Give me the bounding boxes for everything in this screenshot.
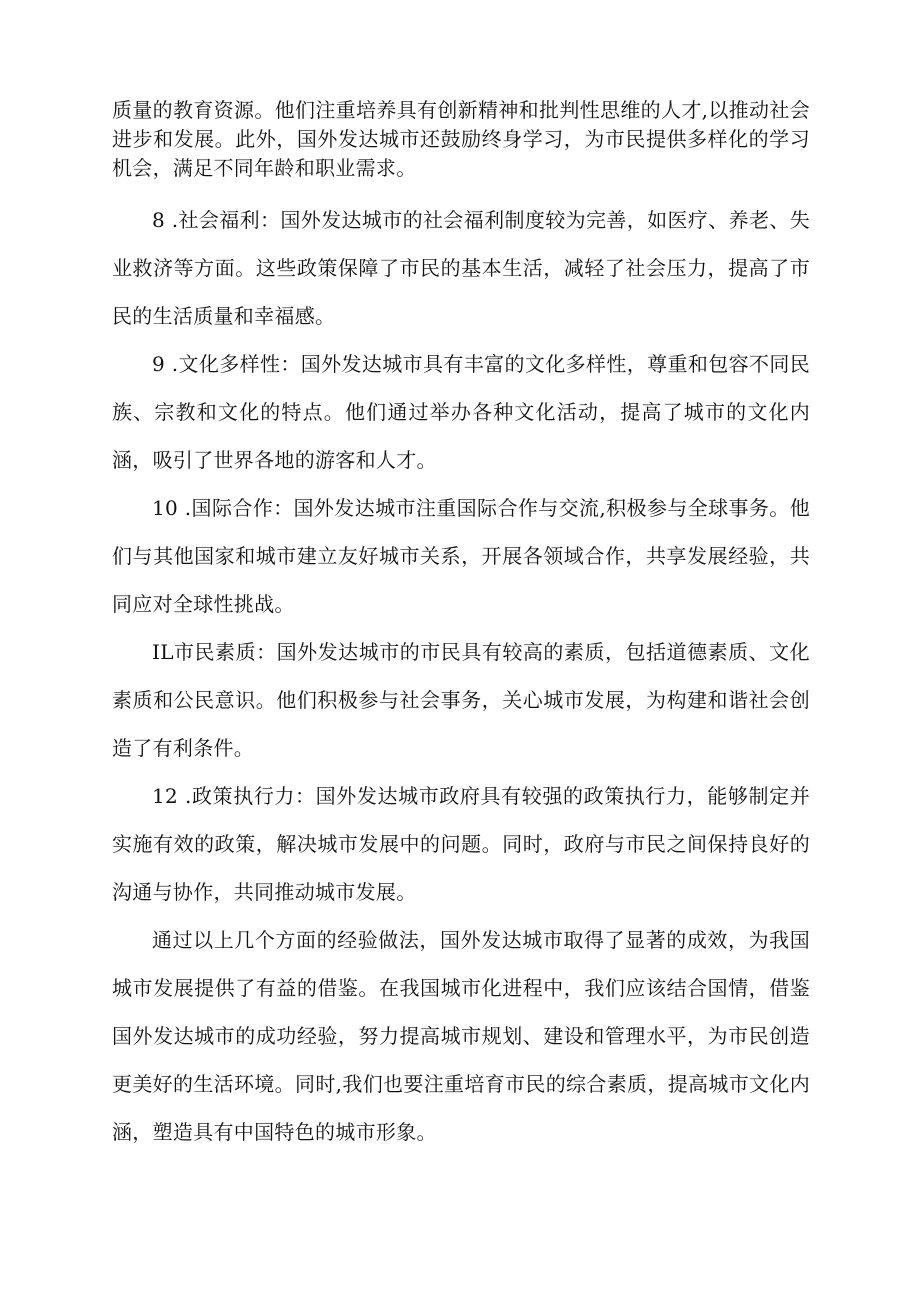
paragraph-social-welfare: 8 .社会福利：国外发达城市的社会福利制度较为完善，如医疗、养老、失业救济等方面。这些政策保障了市民的基本生活，减轻了社会压力，提高了市民的生活质量和幸福感。: [112, 208, 810, 328]
paragraph-cultural-diversity: 9 .文化多样性：国外发达城市具有丰富的文化多样性，尊重和包容不同民族、宗教和文化的特点。他们通过举办各种文化活动，提高了城市的文化内涵，吸引了世界各地的游客和人才。: [112, 352, 810, 472]
paragraph-conclusion: 通过以上几个方面的经验做法，国外发达城市取得了显著的成效，为我国城市发展提供了有益的借鉴。在我国城市化进程中，我们应该结合国情，借鉴国外发达城市的成功经验，努力提高城市规划、建设和管理水平，为市民创造更美好的生活环境。同时,我们也要注重培育市民的综合素质，提高城市文化内涵，塑造具有中国特色的城市形象。: [112, 928, 810, 1144]
paragraph-citizen-quality: IL市民素质：国外发达城市的市民具有较高的素质，包括道德素质、文化素质和公民意识。他们积极参与社会事务，关心城市发展，为构建和谐社会创造了有利条件。: [112, 640, 810, 760]
paragraph-international-cooperation: 10 .国际合作：国外发达城市注重国际合作与交流,积极参与全球事务。他们与其他国家和城市建立友好城市关系，开展各领域合作，共享发展经验，共同应对全球性挑战。: [112, 496, 810, 616]
document-page: [112, 96, 810, 1156]
paragraph-policy-execution: 12 .政策执行力：国外发达城市政府具有较强的政策执行力，能够制定并实施有效的政策，解决城市发展中的问题。同时，政府与市民之间保持良好的沟通与协作，共同推动城市发展。: [112, 784, 810, 904]
paragraph-education-continued: 质量的教育资源。他们注重培养具有创新精神和批判性思维的人才,以推动社会进步和发展。此外，国外发达城市还鼓励终身学习，为市民提供多样化的学习机会，满足不同年龄和职业需求。: [112, 98, 810, 180]
